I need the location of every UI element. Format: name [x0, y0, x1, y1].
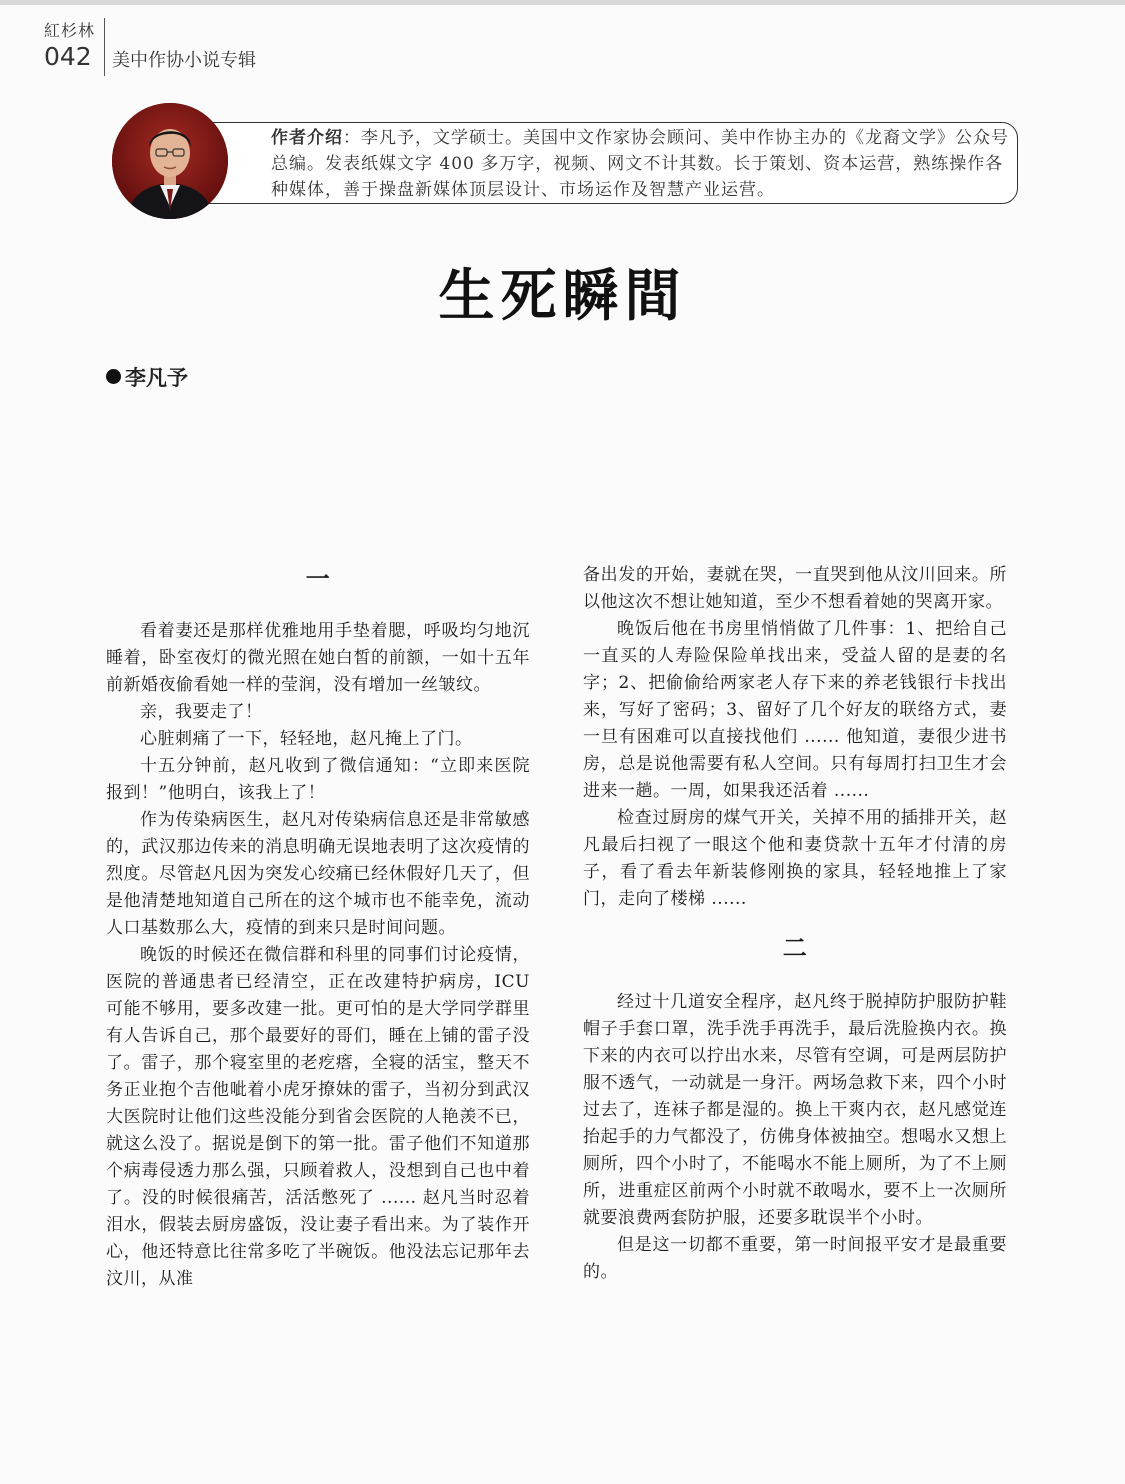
paragraph: 晚饭后他在书房里悄悄做了几件事：1、把给自己一直买的人寿险保险单找出来，受益人留的是妻的名字；2、把偷偷给两家老人存下来的养老钱银行卡找出来，写好了密码；3、留好了几个好友的联络方式，妻一旦有困难可以直接找他们 ...... 他知道，妻很少进书房，总是说他需要有私人空间。只有每周打扫卫生才会进来一趟。一周，如果我还活着 ...... [583, 619, 1007, 801]
column-right [583, 562, 1007, 1286]
paragraph: 晚饭的时候还在微信群和科里的同事们讨论疫情，医院的普通患者已经清空，正在改建特护病房，ICU 可能不够用，要多改建一批。更可怕的是大学同学群里有人告诉自己，那个最要好的哥们，睡在上铺的雷子没了。雷子，那个寝室里的老疙瘩，全寝的活宝，整天不务正业抱个吉他呲着小虎牙撩妹的雷子，当初分到武汉大医院时让他们这些没能分到省会医院的人艳羡不已，就这么没了。据说是倒下的第一批。雷子他们不知道那个病毒侵透力那么强，只顾着救人，没想到自己也中着了。没的时候很痛苦，活活憋死了 ...... 赵凡当时忍着泪水，假装去厨房盛饭，没让妻子看出来。为了装作开心，他还特意比往常多吃了半碗饭。他没法忘记那年去汶川，从准 [106, 945, 530, 1289]
header-divider [104, 18, 105, 76]
author-portrait-image [112, 103, 228, 219]
section-title: 美中作协小说专辑 [112, 50, 256, 71]
section-number-two: 二 [782, 933, 808, 962]
paragraph-continuation: 备出发的开始，妻就在哭，一直哭到他从汶川回来。所以他这次不想让她知道，至少不想看着她的哭离开家。 [583, 565, 1007, 612]
paragraph: 十五分钟前，赵凡收到了微信通知：“立即来医院报到！”他明白，该我上了！ [106, 756, 530, 803]
author-photo [112, 103, 228, 219]
paragraph: 亲，我要走了！ [140, 702, 263, 722]
bullet-icon [106, 369, 121, 384]
byline-author: 李凡予 [125, 365, 188, 390]
paragraph: 检查过厨房的煤气开关，关掉不用的插排开关，赵凡最后扫视了一眼这个他和妻贷款十五年才付清的房子，看了看去年新装修刚换的家具，轻轻地推上了家门，走向了楼梯 ...... [583, 808, 1007, 909]
paragraph: 心脏刺痛了一下，轻轻地，赵凡掩上了门。 [140, 729, 473, 749]
author-bio-label: 作者介绍 [271, 128, 343, 148]
column-left [106, 564, 530, 1293]
paragraph: 但是这一切都不重要，第一时间报平安才是最重要的。 [583, 1235, 1007, 1282]
paragraph: 作为传染病医生，赵凡对传染病信息还是非常敏感的，武汉那边传来的消息明确无误地表明了这次疫情的烈度。尽管赵凡因为突发心绞痛已经休假好几天了，但是他清楚地知道自己所在的这个城市也不能幸免，流动人口基数那么大，疫情的到来只是时间问题。 [106, 810, 530, 938]
paragraph: 经过十几道安全程序，赵凡终于脱掉防护服防护鞋帽子手套口罩，洗手洗手再洗手，最后洗脸换内衣。换下来的内衣可以拧出水来，尽管有空调，可是两层防护服不透气，一动就是一身汗。两场急救下来，四个小时过去了，连袜子都是湿的。换上干爽内衣，赵凡感觉连抬起手的力气都没了，仿佛身体被抽空。想喝水又想上厕所，四个小时了，不能喝水不能上厕所，为了不上厕所，进重症区前两个小时就不敢喝水，要不上一次厕所就要浪费两套防护服，还要多耽误半个小时。 [583, 992, 1007, 1228]
top-rule [0, 0, 1125, 5]
author-bio [271, 125, 1009, 203]
magazine-name: 紅杉林 [44, 21, 96, 40]
author-bio-text: ：李凡予，文学硕士。美国中文作家协会顾问、美中作协主办的《龙裔文学》公众号总编。发表纸媒文字 400 多万字，视频、网文不计其数。长于策划、资本运营，熟练操作各种媒体，善于操盘新媒体顶层设计、市场运作及智慧产业运营。 [271, 128, 1009, 200]
paragraph: 看着妻还是那样优雅地用手垫着腮，呼吸均匀地沉睡着，卧室夜灯的微光照在她白皙的前额，一如十五年前新婚夜偷看她一样的莹润，没有增加一丝皱纹。 [106, 621, 530, 695]
article-title: 生死瞬間 [438, 263, 687, 329]
byline [106, 362, 188, 392]
section-number-one: 一 [305, 564, 331, 593]
page-number: 042 [44, 42, 92, 71]
